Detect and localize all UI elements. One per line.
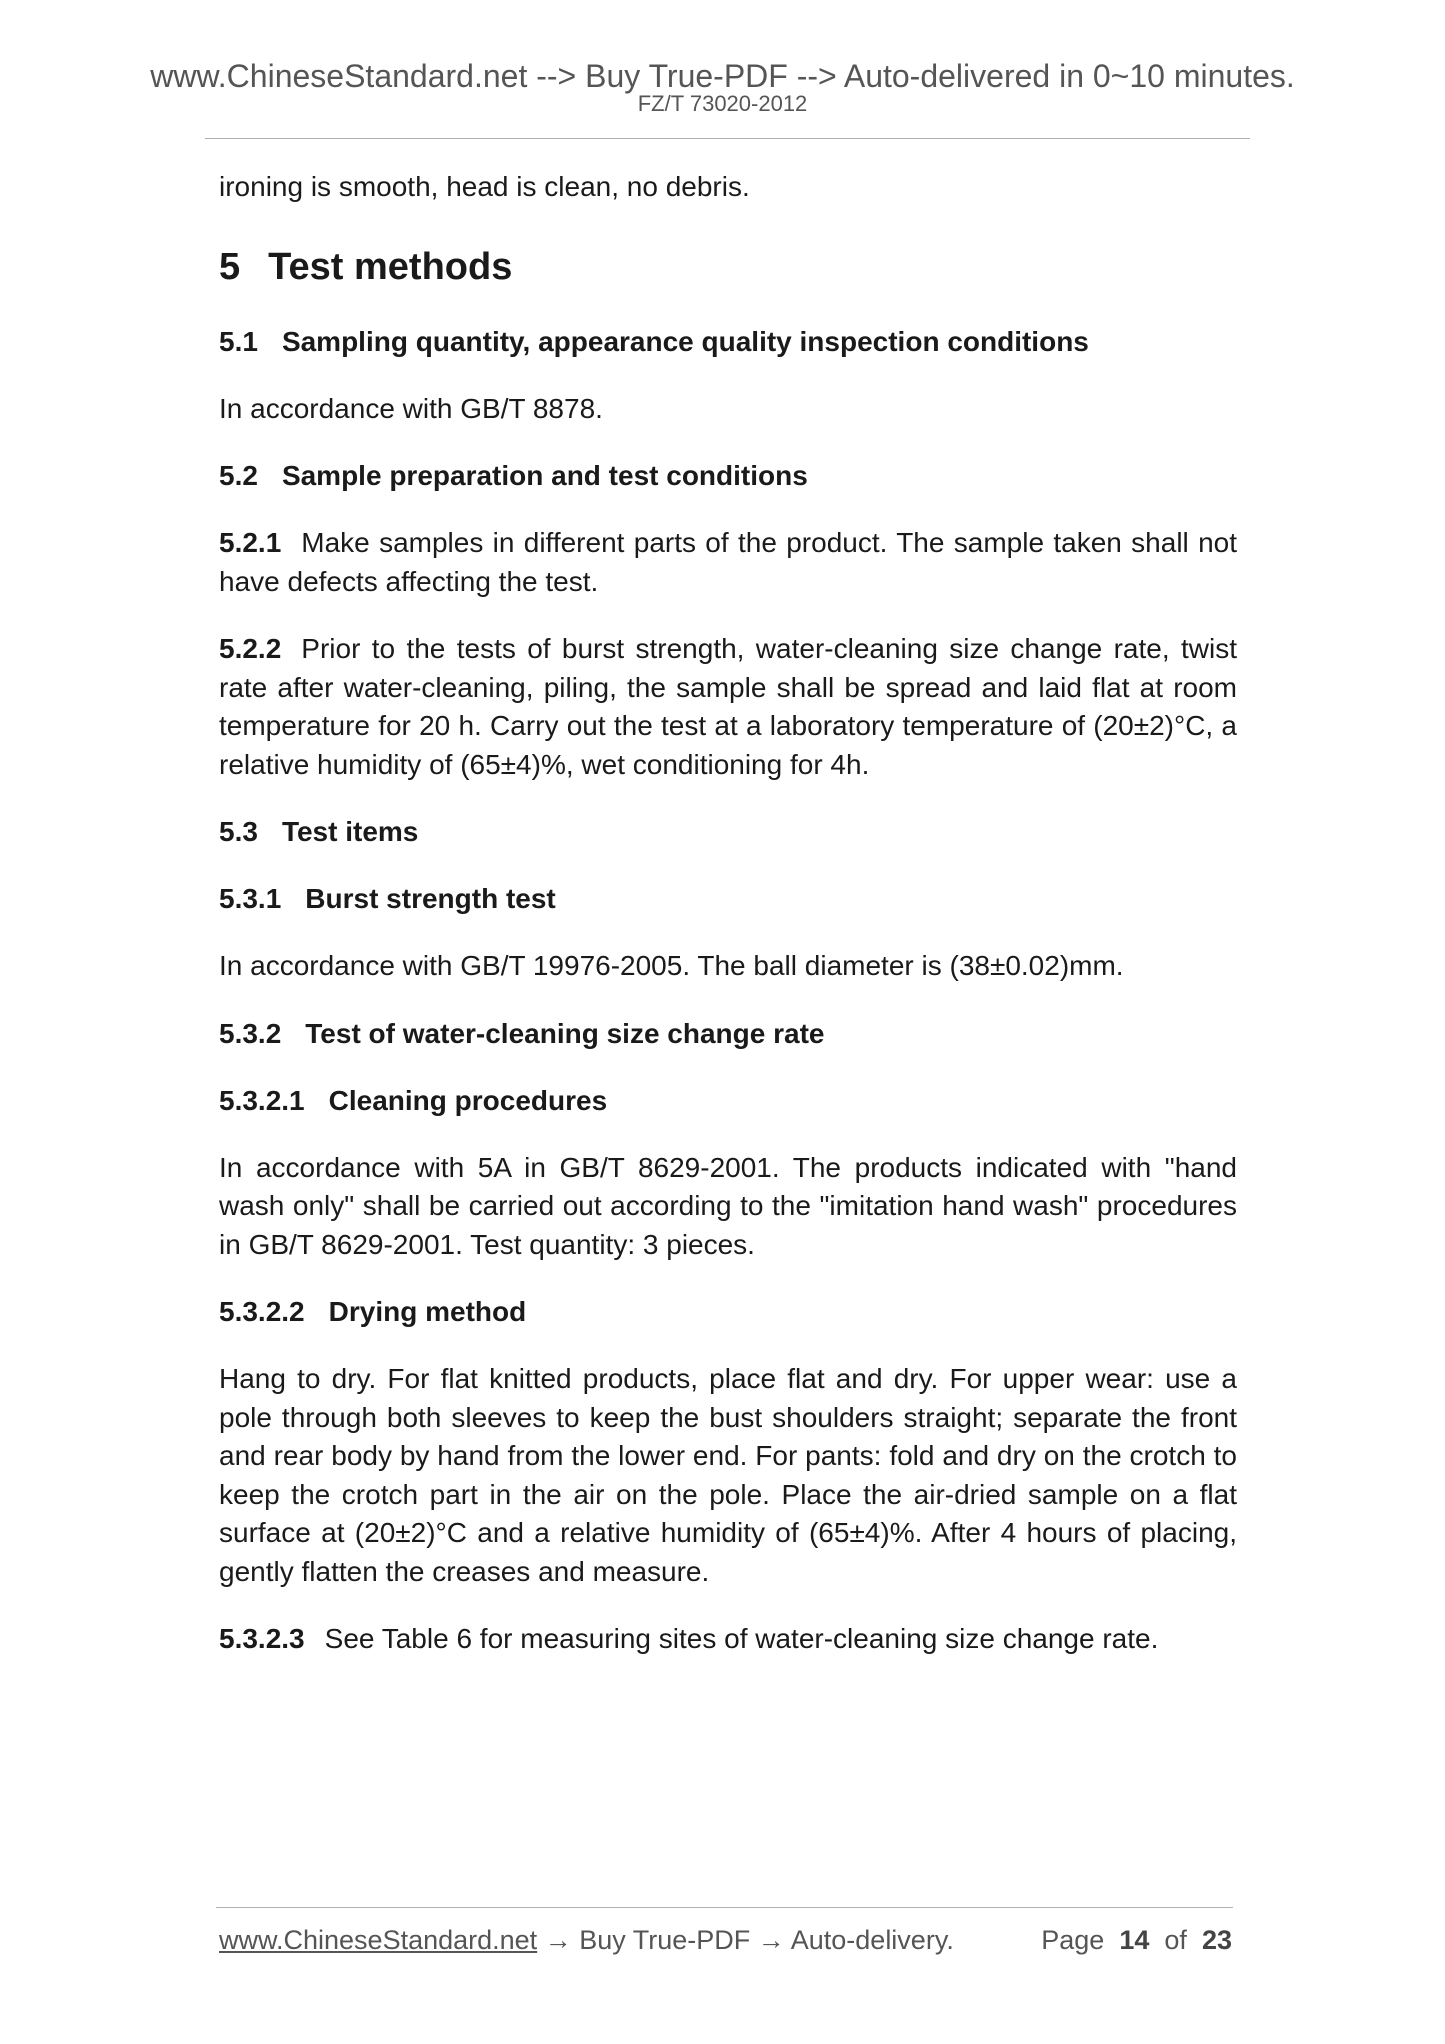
clause-5-2-2 xyxy=(219,630,1237,784)
clause-5-3-2-1-heading xyxy=(219,1082,1237,1120)
clause-title: Sampling quantity, appearance quality inspection conditions xyxy=(281,325,1089,357)
clause-5-3-2-1-text: In accordance with 5A in GB/T 8629-2001. The products indicated with "hand wash only" shall be carried out according to the "imitation hand wash" procedures in GB/T 8629-2001. Test quantity: 3 pieces. xyxy=(219,1151,1237,1260)
clause-5-2-heading xyxy=(219,457,1237,495)
continuation-text: ironing is smooth, head is clean, no debris. xyxy=(219,171,750,202)
document-body xyxy=(219,168,1237,1688)
clause-5-3-2-3 xyxy=(219,1620,1237,1659)
page-total: 23 xyxy=(1201,1925,1232,1955)
header-divider xyxy=(205,138,1250,139)
clause-5-2-1 xyxy=(219,524,1237,601)
clause-title: Cleaning procedures xyxy=(328,1084,608,1116)
footer-site-link[interactable]: www.ChineseStandard.net xyxy=(219,1925,538,1955)
page-indicator xyxy=(1041,1925,1232,1956)
clause-number: 5.2 xyxy=(219,460,258,491)
of-word: of xyxy=(1164,1925,1187,1955)
section-title: Test methods xyxy=(268,245,513,288)
header-banner: www.ChineseStandard.net --> Buy True-PDF --> Auto-delivered in 0~10 minutes. xyxy=(150,58,1295,94)
footer-left xyxy=(219,1925,954,1956)
clause-number: 5.2.2 xyxy=(219,633,282,664)
clause-title: Test of water-cleaning size change rate xyxy=(305,1017,825,1049)
standard-code: FZ/T 73020-2012 xyxy=(637,91,808,116)
clause-title: Test items xyxy=(281,816,419,847)
clause-number: 5.3.2.3 xyxy=(219,1623,305,1654)
clause-number: 5.2.1 xyxy=(219,527,282,558)
clause-5-3-2-2-heading xyxy=(219,1293,1237,1331)
clause-text: Prior to the tests of burst strength, water-cleaning size change rate, twist rate after water-cleaning, piling, the sample shall be spread and laid flat at room temperature for 20 h. Carry out the test at a laboratory temperature of (20±2)°C, a relative humidity of (65±4)%, wet conditioning for 4h. xyxy=(219,633,1237,780)
page-current: 14 xyxy=(1119,1925,1150,1955)
clause-5-3-1-heading xyxy=(219,880,1237,918)
section-5-heading xyxy=(219,245,1237,289)
clause-number: 5.3.1 xyxy=(219,883,282,914)
clause-title: Drying method xyxy=(328,1296,527,1327)
clause-title: Burst strength test xyxy=(305,883,556,914)
clause-text: See Table 6 for measuring sites of water-cleaning size change rate. xyxy=(324,1623,1159,1654)
clause-title: Sample preparation and test conditions xyxy=(281,460,808,491)
footer-tagline: → Buy True-PDF → Auto-delivery. xyxy=(537,1925,954,1955)
clause-5-3-2-heading xyxy=(219,1015,1237,1053)
section-number: 5 xyxy=(219,245,241,288)
clause-number: 5.3.2.2 xyxy=(219,1296,305,1327)
clause-5-3-heading xyxy=(219,813,1237,851)
clause-text: Make samples in different parts of the product. The sample taken shall not have defects affecting the test. xyxy=(219,527,1237,597)
clause-5-1-heading xyxy=(219,323,1237,361)
clause-number: 5.3.2.1 xyxy=(219,1084,305,1116)
clause-5-3-2-2-text: Hang to dry. For flat knitted products, place flat and dry. For upper wear: use a pole through both sleeves to keep the bust shoulders straight; separate the front and rear body by hand from the lower end. For pants: fold and dry on the crotch to keep the crotch part in the air on the pole. Place the air-dried sample on a flat surface at (20±2)°C and a relative humidity of (65±4)%. After 4 hours of placing, gently flatten the creases and measure. xyxy=(219,1363,1237,1587)
clause-number: 5.3 xyxy=(219,816,258,847)
footer-divider xyxy=(216,1907,1233,1908)
clause-number: 5.1 xyxy=(219,325,258,357)
clause-5-1-text: In accordance with GB/T 8878. xyxy=(219,392,603,424)
page-word: Page xyxy=(1041,1925,1105,1955)
clause-5-3-1-text: In accordance with GB/T 19976-2005. The ball diameter is (38±0.02)mm. xyxy=(219,950,1124,981)
clause-number: 5.3.2 xyxy=(219,1017,282,1049)
